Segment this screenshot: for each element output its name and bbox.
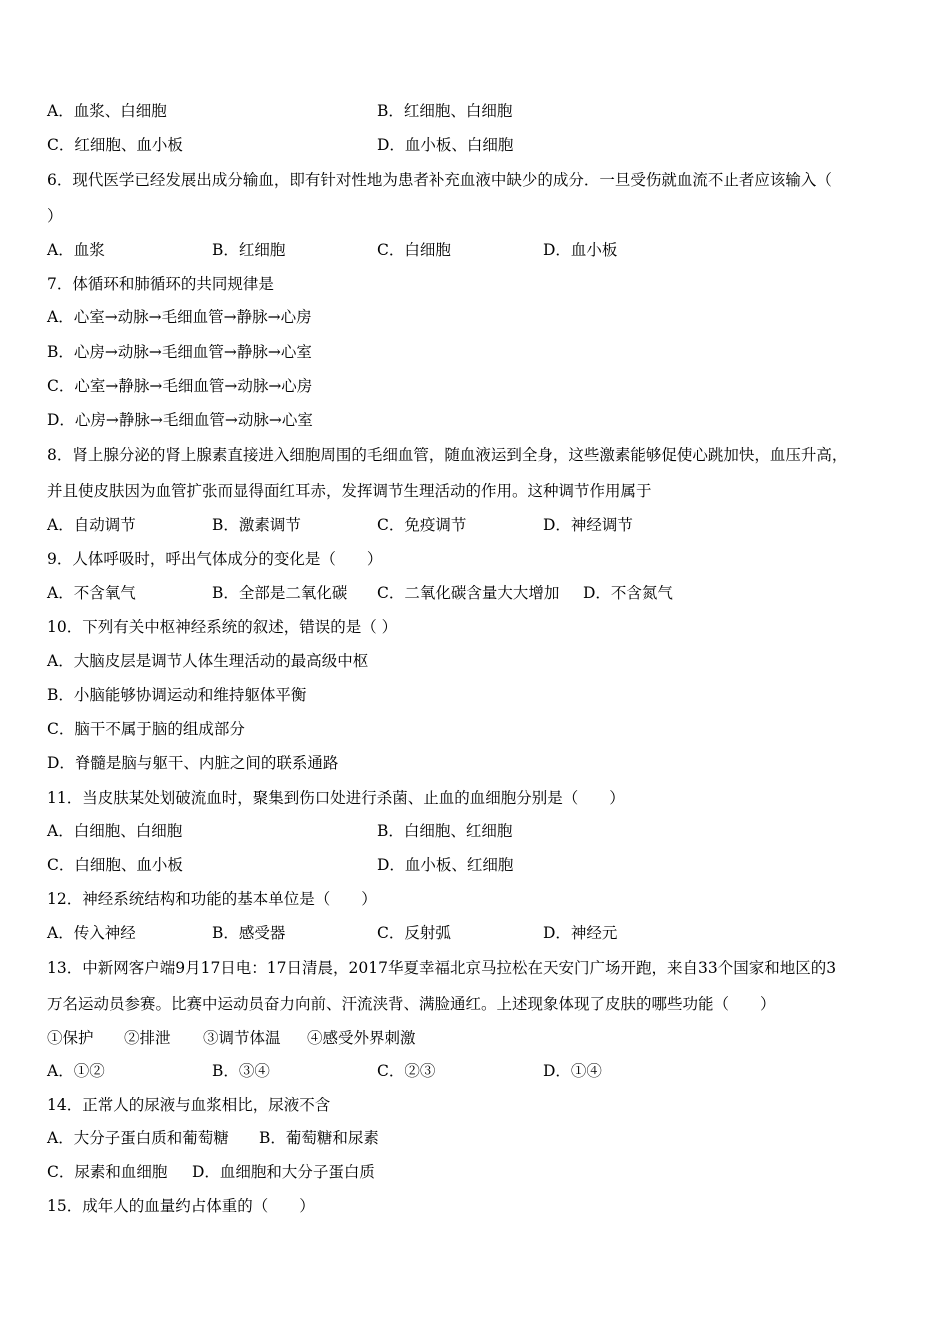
option-a[interactable]: A．血浆、白细胞 (47, 102, 167, 120)
q14-option-b[interactable]: B．葡萄糖和尿素 (259, 1129, 379, 1147)
q6-option-b[interactable]: B．红细胞 (212, 241, 286, 259)
q12-option-c[interactable]: C．反射弧 (377, 924, 451, 942)
option-b[interactable]: B．红细胞、白细胞 (377, 102, 513, 120)
question-6-stem-cont: ） (47, 207, 63, 225)
q12-option-a[interactable]: A．传入神经 (47, 924, 136, 942)
q9-option-d[interactable]: D．不含氮气 (583, 584, 673, 602)
question-14-stem: 14．正常人的尿液与血浆相比，尿液不含 (47, 1096, 331, 1114)
q10-option-a[interactable]: A．大脑皮层是调节人体生理活动的最高级中枢 (47, 652, 369, 670)
q13-option-a[interactable]: A．①② (47, 1062, 105, 1080)
q9-option-c[interactable]: C．二氧化碳含量大大增加 (377, 584, 560, 602)
q6-option-c[interactable]: C．白细胞 (377, 241, 451, 259)
q13-item-2: ②排泄 (124, 1029, 171, 1047)
question-9-stem: 9．人体呼吸时，呼出气体成分的变化是（ ） (47, 550, 383, 568)
q13-item-4: ④感受外界刺激 (307, 1029, 416, 1047)
q7-option-c[interactable]: C．心室→静脉→毛细血管→动脉→心房 (47, 377, 313, 395)
q10-option-c[interactable]: C．脑干不属于脑的组成部分 (47, 720, 245, 738)
question-13-stem: 13．中新网客户端9月17日电：17日清晨，2017华夏幸福北京马拉松在天安门广场开跑，来自33个国家和地区的3 (47, 959, 837, 977)
q9-option-b[interactable]: B．全部是二氧化碳 (212, 584, 348, 602)
q7-option-a[interactable]: A．心室→动脉→毛细血管→静脉→心房 (47, 308, 312, 326)
q8-option-d[interactable]: D．神经调节 (543, 516, 633, 534)
q13-option-c[interactable]: C．②③ (377, 1062, 436, 1080)
q9-option-a[interactable]: A．不含氧气 (47, 584, 136, 602)
q12-option-d[interactable]: D．神经元 (543, 924, 618, 942)
question-6-stem: 6．现代医学已经发展出成分输血，即有针对性地为患者补充血液中缺少的成分．一旦受伤就血流不止者应该输入（ (47, 171, 832, 189)
q6-option-d[interactable]: D．血小板 (543, 241, 618, 259)
q8-option-c[interactable]: C．免疫调节 (377, 516, 467, 534)
q14-option-d[interactable]: D．血细胞和大分子蛋白质 (192, 1163, 375, 1181)
q6-option-a[interactable]: A．血浆 (47, 241, 105, 259)
q7-option-d[interactable]: D．心房→静脉→毛细血管→动脉→心室 (47, 411, 313, 429)
question-7-stem: 7．体循环和肺循环的共同规律是 (47, 275, 274, 293)
q13-item-1: ①保护 (47, 1029, 94, 1047)
q11-option-a[interactable]: A．白细胞、白细胞 (47, 822, 183, 840)
question-11-stem: 11．当皮肤某处划破流血时，聚集到伤口处进行杀菌、止血的血细胞分别是（ ） (47, 789, 625, 807)
option-d[interactable]: D．血小板、白细胞 (377, 136, 514, 154)
question-15-stem: 15．成年人的血量约占体重的（ ） (47, 1197, 315, 1215)
q7-option-b[interactable]: B．心房→动脉→毛细血管→静脉→心室 (47, 343, 312, 361)
q14-option-c[interactable]: C．尿素和血细胞 (47, 1163, 168, 1181)
question-8-stem: 8．肾上腺分泌的肾上腺素直接进入细胞周围的毛细血管，随血液运到全身，这些激素能够促使心跳加快，血压升高， (47, 446, 848, 464)
q11-option-c[interactable]: C．白细胞、血小板 (47, 856, 183, 874)
q12-option-b[interactable]: B．感受器 (212, 924, 286, 942)
q10-option-b[interactable]: B．小脑能够协调运动和维持躯体平衡 (47, 686, 307, 704)
question-8-stem-cont: 并且使皮肤因为血管扩张而显得面红耳赤，发挥调节生理活动的作用。这种调节作用属于 (47, 482, 652, 500)
question-13-stem-cont: 万名运动员参赛。比赛中运动员奋力向前、汗流浃背、满脸通红。上述现象体现了皮肤的哪些功能（ ） (47, 995, 776, 1013)
q8-option-b[interactable]: B．激素调节 (212, 516, 301, 534)
q14-option-a[interactable]: A．大分子蛋白质和葡萄糖 (47, 1129, 229, 1147)
q13-option-d[interactable]: D．①④ (543, 1062, 602, 1080)
q10-option-d[interactable]: D．脊髓是脑与躯干、内脏之间的联系通路 (47, 754, 339, 772)
question-10-stem: 10．下列有关中枢神经系统的叙述，错误的是（ ） (47, 618, 398, 636)
question-12-stem: 12．神经系统结构和功能的基本单位是（ ） (47, 890, 377, 908)
q11-option-d[interactable]: D．血小板、红细胞 (377, 856, 514, 874)
q13-item-3: ③调节体温 (203, 1029, 281, 1047)
q13-option-b[interactable]: B．③④ (212, 1062, 270, 1080)
option-c[interactable]: C．红细胞、血小板 (47, 136, 183, 154)
q11-option-b[interactable]: B．白细胞、红细胞 (377, 822, 513, 840)
q8-option-a[interactable]: A．自动调节 (47, 516, 136, 534)
